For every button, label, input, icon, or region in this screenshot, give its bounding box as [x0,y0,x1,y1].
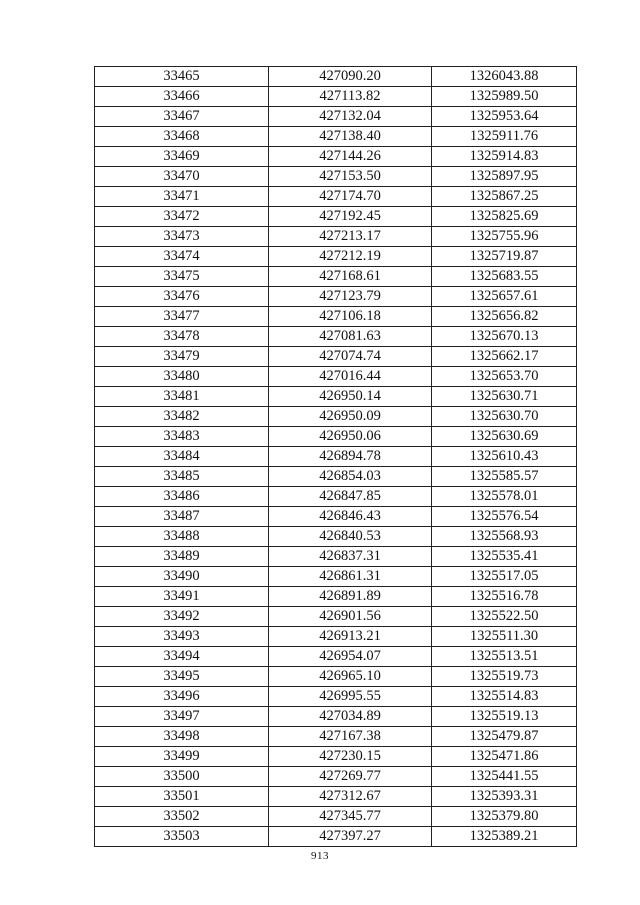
x-coordinate-cell: 427123.79 [269,287,432,307]
point-id-cell: 33484 [95,447,269,467]
y-coordinate-cell: 1325610.43 [432,447,577,467]
point-id-cell: 33486 [95,487,269,507]
table-row [95,487,577,507]
table-row [95,147,577,167]
x-coordinate-cell: 427230.15 [269,747,432,767]
point-id-cell: 33481 [95,387,269,407]
x-coordinate-cell: 427090.20 [269,67,432,87]
x-coordinate-cell: 427132.04 [269,107,432,127]
y-coordinate-cell: 1325630.70 [432,407,577,427]
y-coordinate-cell: 1325897.95 [432,167,577,187]
y-coordinate-cell: 1325755.96 [432,227,577,247]
point-id-cell: 33480 [95,367,269,387]
x-coordinate-cell: 426847.85 [269,487,432,507]
x-coordinate-cell: 427345.77 [269,807,432,827]
y-coordinate-cell: 1325517.05 [432,567,577,587]
y-coordinate-cell: 1325514.83 [432,687,577,707]
table-row [95,447,577,467]
y-coordinate-cell: 1325585.57 [432,467,577,487]
x-coordinate-cell: 426950.09 [269,407,432,427]
x-coordinate-cell: 426950.06 [269,427,432,447]
table-row [95,187,577,207]
table-row [95,407,577,427]
table-row [95,727,577,747]
point-id-cell: 33476 [95,287,269,307]
x-coordinate-cell: 426950.14 [269,387,432,407]
y-coordinate-cell: 1325519.13 [432,707,577,727]
y-coordinate-cell: 1325989.50 [432,87,577,107]
table-row [95,87,577,107]
point-id-cell: 33494 [95,647,269,667]
y-coordinate-cell: 1325670.13 [432,327,577,347]
y-coordinate-cell: 1326043.88 [432,67,577,87]
point-id-cell: 33501 [95,787,269,807]
table-row [95,127,577,147]
x-coordinate-cell: 427144.26 [269,147,432,167]
table-row [95,107,577,127]
table-row [95,507,577,527]
point-id-cell: 33503 [95,827,269,847]
x-coordinate-cell: 427113.82 [269,87,432,107]
x-coordinate-cell: 426901.56 [269,607,432,627]
table-row [95,747,577,767]
x-coordinate-cell: 427106.18 [269,307,432,327]
table-row [95,827,577,847]
x-coordinate-cell: 427081.63 [269,327,432,347]
x-coordinate-cell: 427168.61 [269,267,432,287]
y-coordinate-cell: 1325479.87 [432,727,577,747]
coordinate-table-body [95,67,577,847]
point-id-cell: 33466 [95,87,269,107]
y-coordinate-cell: 1325914.83 [432,147,577,167]
y-coordinate-cell: 1325513.51 [432,647,577,667]
point-id-cell: 33498 [95,727,269,747]
x-coordinate-cell: 427269.77 [269,767,432,787]
y-coordinate-cell: 1325522.50 [432,607,577,627]
y-coordinate-cell: 1325867.25 [432,187,577,207]
table-row [95,267,577,287]
x-coordinate-cell: 426913.21 [269,627,432,647]
point-id-cell: 33490 [95,567,269,587]
y-coordinate-cell: 1325653.70 [432,367,577,387]
point-id-cell: 33478 [95,327,269,347]
x-coordinate-cell: 427138.40 [269,127,432,147]
table-row [95,67,577,87]
y-coordinate-cell: 1325389.21 [432,827,577,847]
point-id-cell: 33492 [95,607,269,627]
table-row [95,567,577,587]
table-row [95,587,577,607]
point-id-cell: 33474 [95,247,269,267]
x-coordinate-cell: 427397.27 [269,827,432,847]
x-coordinate-cell: 427034.89 [269,707,432,727]
point-id-cell: 33483 [95,427,269,447]
point-id-cell: 33472 [95,207,269,227]
y-coordinate-cell: 1325535.41 [432,547,577,567]
y-coordinate-cell: 1325683.55 [432,267,577,287]
table-row [95,467,577,487]
y-coordinate-cell: 1325568.93 [432,527,577,547]
point-id-cell: 33473 [95,227,269,247]
table-row [95,547,577,567]
y-coordinate-cell: 1325630.71 [432,387,577,407]
y-coordinate-cell: 1325953.64 [432,107,577,127]
x-coordinate-cell: 427016.44 [269,367,432,387]
y-coordinate-cell: 1325578.01 [432,487,577,507]
table-row [95,347,577,367]
point-id-cell: 33485 [95,467,269,487]
x-coordinate-cell: 427174.70 [269,187,432,207]
page-number: 913 [311,850,329,862]
point-id-cell: 33482 [95,407,269,427]
y-coordinate-cell: 1325576.54 [432,507,577,527]
x-coordinate-cell: 426854.03 [269,467,432,487]
y-coordinate-cell: 1325657.61 [432,287,577,307]
table-row [95,607,577,627]
x-coordinate-cell: 426846.43 [269,507,432,527]
y-coordinate-cell: 1325519.73 [432,667,577,687]
x-coordinate-cell: 427213.17 [269,227,432,247]
table-row [95,387,577,407]
point-id-cell: 33489 [95,547,269,567]
y-coordinate-cell: 1325511.30 [432,627,577,647]
x-coordinate-cell: 426894.78 [269,447,432,467]
point-id-cell: 33475 [95,267,269,287]
point-id-cell: 33468 [95,127,269,147]
point-id-cell: 33487 [95,507,269,527]
table-row [95,707,577,727]
table-row [95,787,577,807]
point-id-cell: 33479 [95,347,269,367]
point-id-cell: 33500 [95,767,269,787]
table-row [95,367,577,387]
table-row [95,647,577,667]
point-id-cell: 33502 [95,807,269,827]
y-coordinate-cell: 1325393.31 [432,787,577,807]
y-coordinate-cell: 1325630.69 [432,427,577,447]
table-row [95,167,577,187]
y-coordinate-cell: 1325662.17 [432,347,577,367]
table-row [95,227,577,247]
x-coordinate-cell: 426965.10 [269,667,432,687]
point-id-cell: 33477 [95,307,269,327]
table-row [95,207,577,227]
table-row [95,247,577,267]
point-id-cell: 33488 [95,527,269,547]
table-row [95,807,577,827]
x-coordinate-cell: 427167.38 [269,727,432,747]
y-coordinate-cell: 1325441.55 [432,767,577,787]
table-row [95,767,577,787]
table-row [95,667,577,687]
y-coordinate-cell: 1325911.76 [432,127,577,147]
x-coordinate-cell: 427212.19 [269,247,432,267]
y-coordinate-cell: 1325825.69 [432,207,577,227]
x-coordinate-cell: 426840.53 [269,527,432,547]
y-coordinate-cell: 1325656.82 [432,307,577,327]
y-coordinate-cell: 1325379.80 [432,807,577,827]
point-id-cell: 33465 [95,67,269,87]
table-row [95,627,577,647]
y-coordinate-cell: 1325516.78 [432,587,577,607]
table-row [95,287,577,307]
x-coordinate-cell: 426837.31 [269,547,432,567]
x-coordinate-cell: 426891.89 [269,587,432,607]
point-id-cell: 33469 [95,147,269,167]
table-row [95,427,577,447]
point-id-cell: 33496 [95,687,269,707]
x-coordinate-cell: 426954.07 [269,647,432,667]
table-row [95,687,577,707]
table-row [95,327,577,347]
x-coordinate-cell: 426995.55 [269,687,432,707]
x-coordinate-cell: 427192.45 [269,207,432,227]
point-id-cell: 33493 [95,627,269,647]
y-coordinate-cell: 1325719.87 [432,247,577,267]
point-id-cell: 33499 [95,747,269,767]
point-id-cell: 33470 [95,167,269,187]
point-id-cell: 33471 [95,187,269,207]
x-coordinate-cell: 427074.74 [269,347,432,367]
point-id-cell: 33497 [95,707,269,727]
point-id-cell: 33467 [95,107,269,127]
y-coordinate-cell: 1325471.86 [432,747,577,767]
table-row [95,527,577,547]
coordinate-table [94,66,577,847]
point-id-cell: 33495 [95,667,269,687]
x-coordinate-cell: 427312.67 [269,787,432,807]
table-row [95,307,577,327]
x-coordinate-cell: 427153.50 [269,167,432,187]
point-id-cell: 33491 [95,587,269,607]
x-coordinate-cell: 426861.31 [269,567,432,587]
